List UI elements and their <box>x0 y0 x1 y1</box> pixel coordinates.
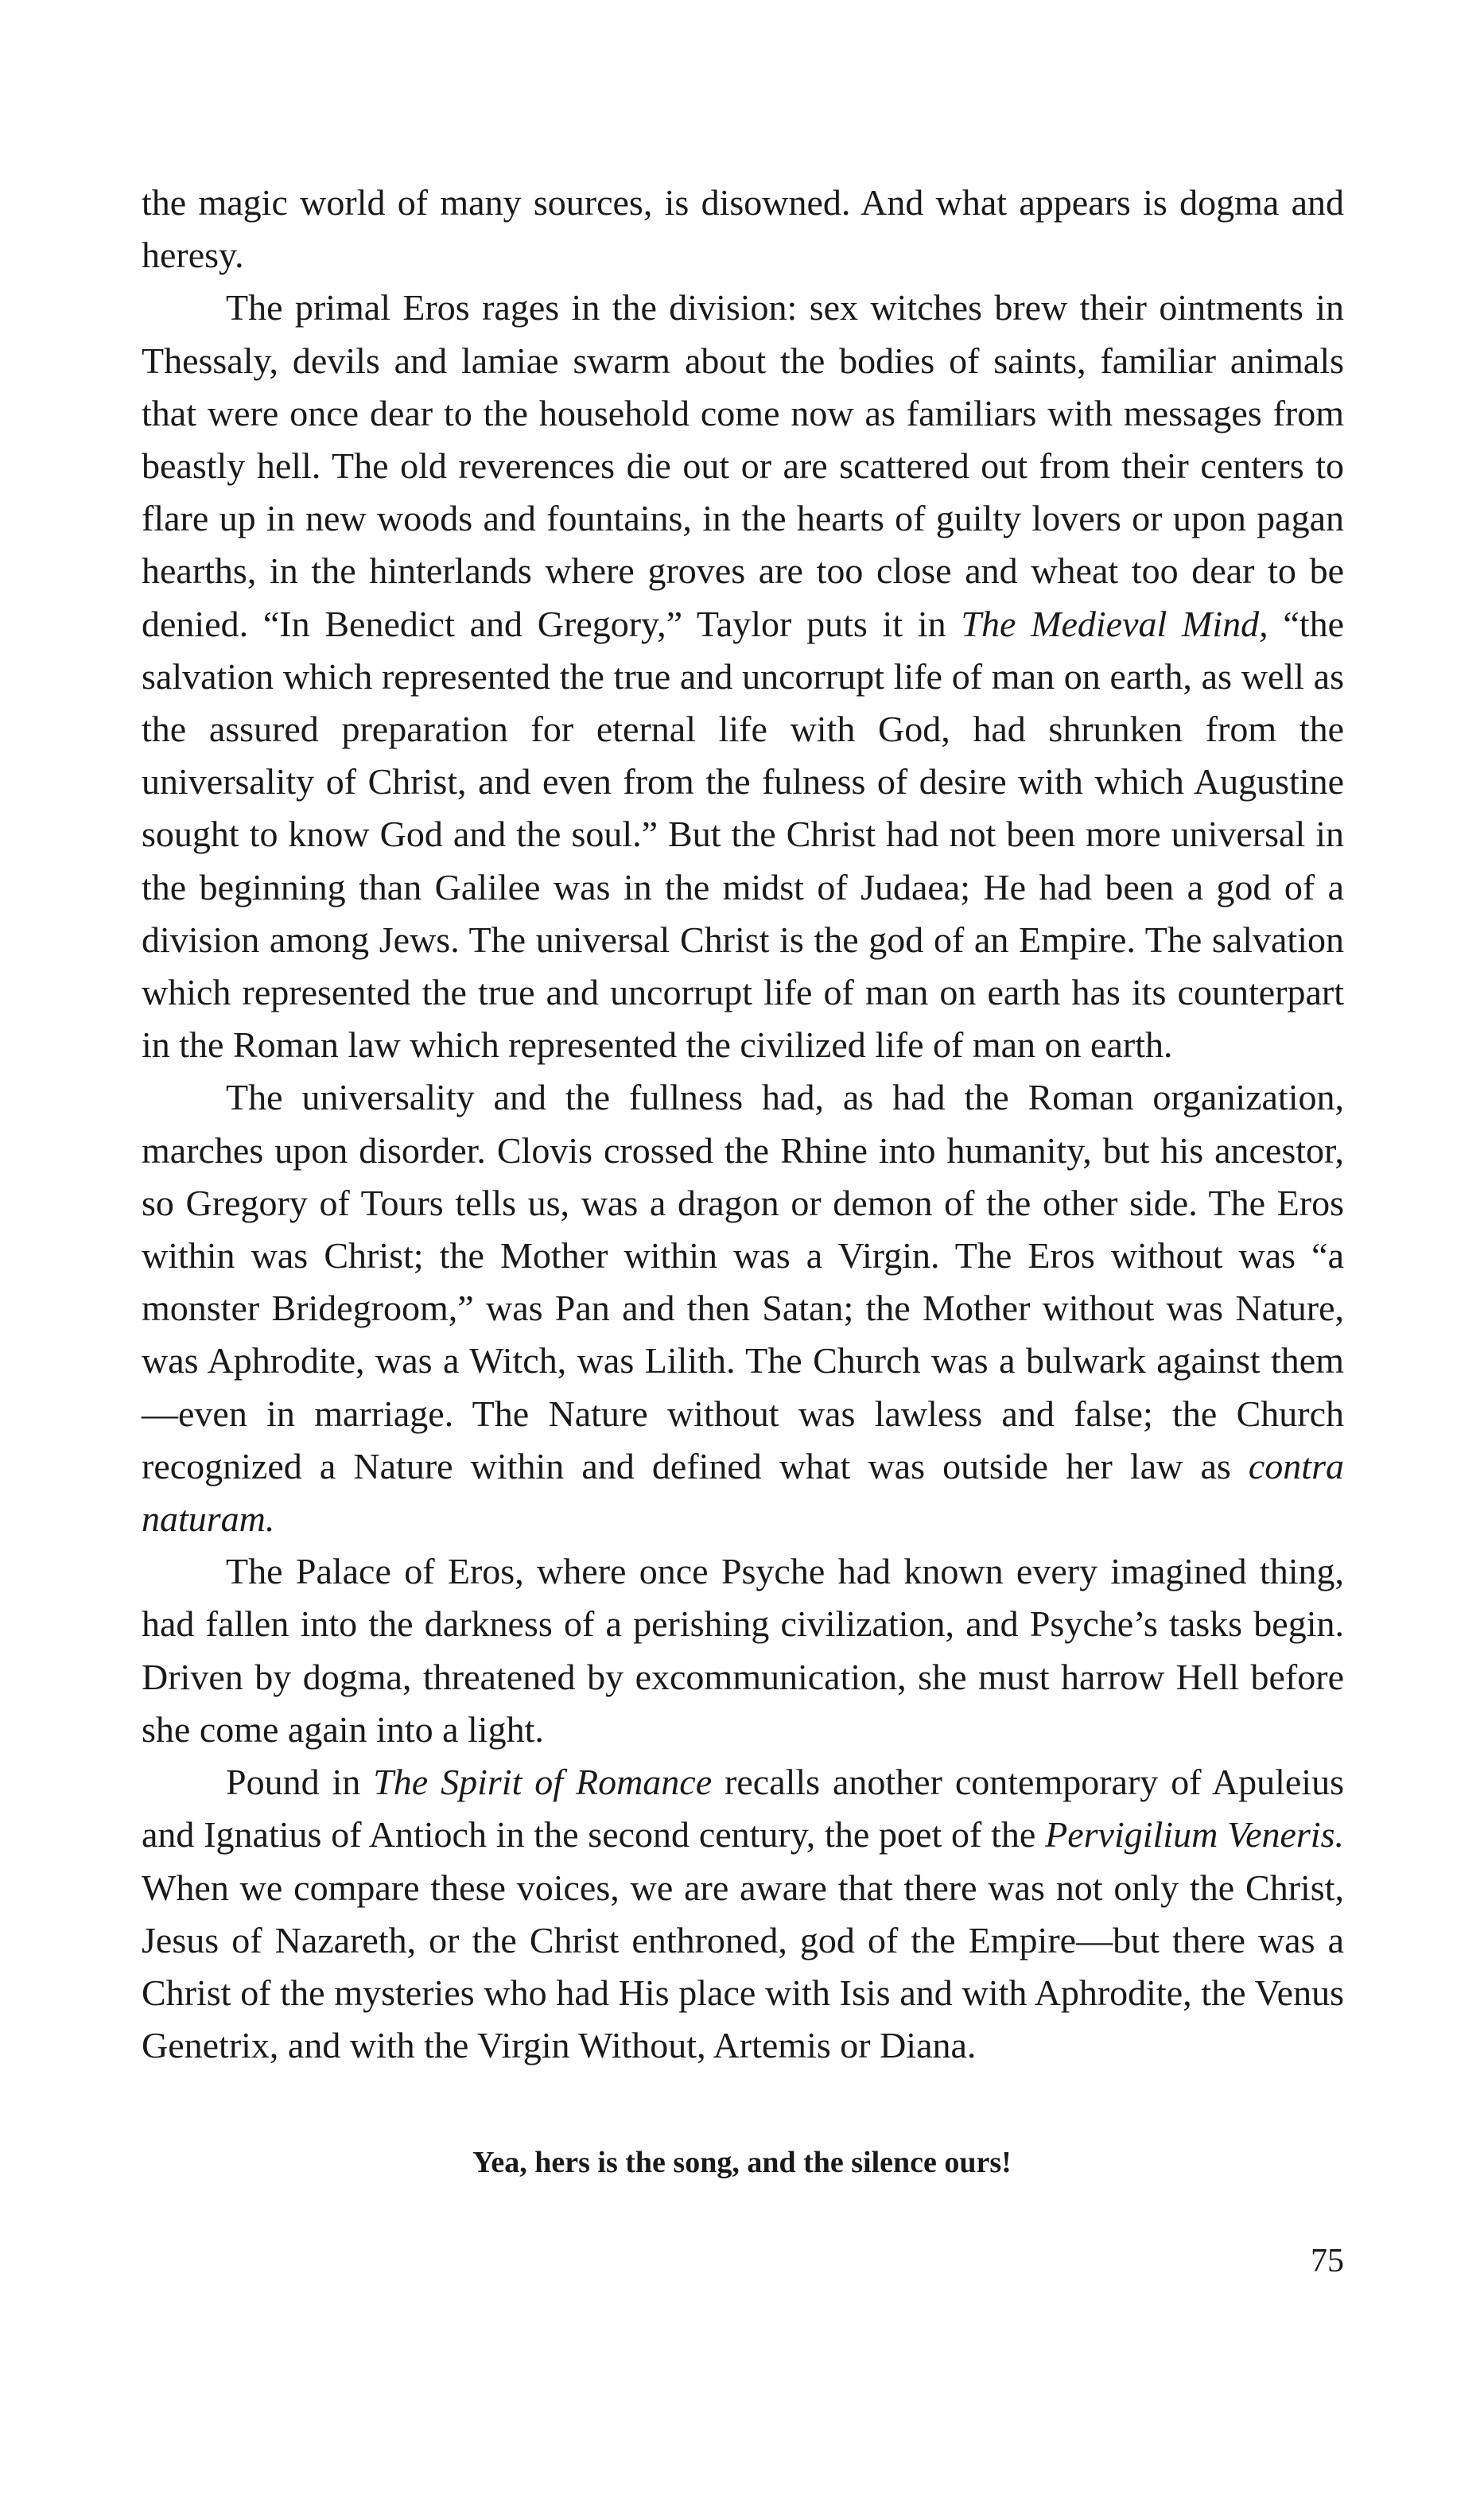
paragraph-2-text-2: “the salvation which represented the true and uncorrupt life of man on earth, as well as the assured preparation for eternal life with God, had shrunken from the universality of Christ, and even from the fulness of desire with which Augustine sought to know God and the soul.” But the Christ had not been more universal in the beginning than Galilee was in the midst of Judaea; He had been a god of a division among Jews. The universal Christ is the god of an Empire. The salvation which represented the true and uncorrupt life of man on earth has its counterpart in the Roman law which represented the civilized life of man on earth. <box>142 603 1344 1066</box>
paragraph-5 <box>142 1756 1344 2072</box>
body-text <box>142 177 1344 2072</box>
paragraph-5-text-2: recalls another contemporary of Apuleius and Ignatius of Antioch in the second century, the poet of the <box>142 1762 1344 1855</box>
paragraph-4 <box>142 1545 1344 1756</box>
poem-title-pervigilium-veneris: Pervigilium Veneris. <box>1045 1814 1344 1855</box>
paragraph-2 <box>142 282 1344 1071</box>
paragraph-3-text-1: The universality and the fullness had, as had the Roman organization, marches upon disorder. Clovis crossed the Rhine into humanity, but his ancestor, so Gregory of Tours tells us, was a dragon or demon of the other side. The Eros within was Christ; the Mother within was a Virgin. The Eros without was “a monster Bridegroom,” was Pan and then Satan; the Mother without was Nature, was Aphrodite, was a Witch, was Lilith. The Church was a bulwark against them—even in marriage. The Nature without was lawless and false; the Church recognized a Nature within and defined what was outside her law as <box>142 1077 1344 1486</box>
phrase-contra-naturam: contra naturam. <box>142 1445 1344 1540</box>
paragraph-1-text-1: the magic world of many sources, is disowned. And what appears is dogma and heresy. <box>142 182 1344 276</box>
paragraph-5-text-3: When we compare these voices, we are aware that there was not only the Christ, Jesus of Nazareth, or the Christ enthroned, god of the Empire—but there was a Christ of the mysteries who had His place with Isis and with Aphrodite, the Venus Genetrix, and with the Virgin Without, Artemis or Diana. <box>142 1867 1344 2066</box>
paragraph-1 <box>142 177 1344 282</box>
paragraph-5-text-1: Pound in <box>226 1762 374 1803</box>
book-title-spirit-of-romance: The Spirit of Romance <box>373 1762 713 1803</box>
paragraph-2-text-1: The primal Eros rages in the division: sex witches brew their ointments in Thessaly, devils and lamiae swarm about the bodies of saints, familiar animals that were once dear to the household come now as familiars with messages from beastly hell. The old reverences die out or are scattered out from their centers to flare up in new woods and fountains, in the hearts of guilty lovers or upon pagan hearths, in the hinterlands where groves are too close and wheat too dear to be denied. “In Benedict and Gregory,” Taylor puts it in <box>142 287 1344 644</box>
epigraph-quote: Yea, hers is the song, and the silence ours! <box>472 2146 1012 2179</box>
paragraph-3 <box>142 1071 1344 1545</box>
book-title-medieval-mind: The Medieval Mind, <box>961 603 1268 644</box>
paragraph-4-text-1: The Palace of Eros, where once Psyche had known every imagined thing, had fallen into the darkness of a perishing civilization, and Psyche’s tasks begin. Driven by dogma, threatened by excommunication, she must harrow Hell before she come again into a light. <box>142 1551 1344 1750</box>
page-number: 75 <box>1311 2243 1344 2279</box>
